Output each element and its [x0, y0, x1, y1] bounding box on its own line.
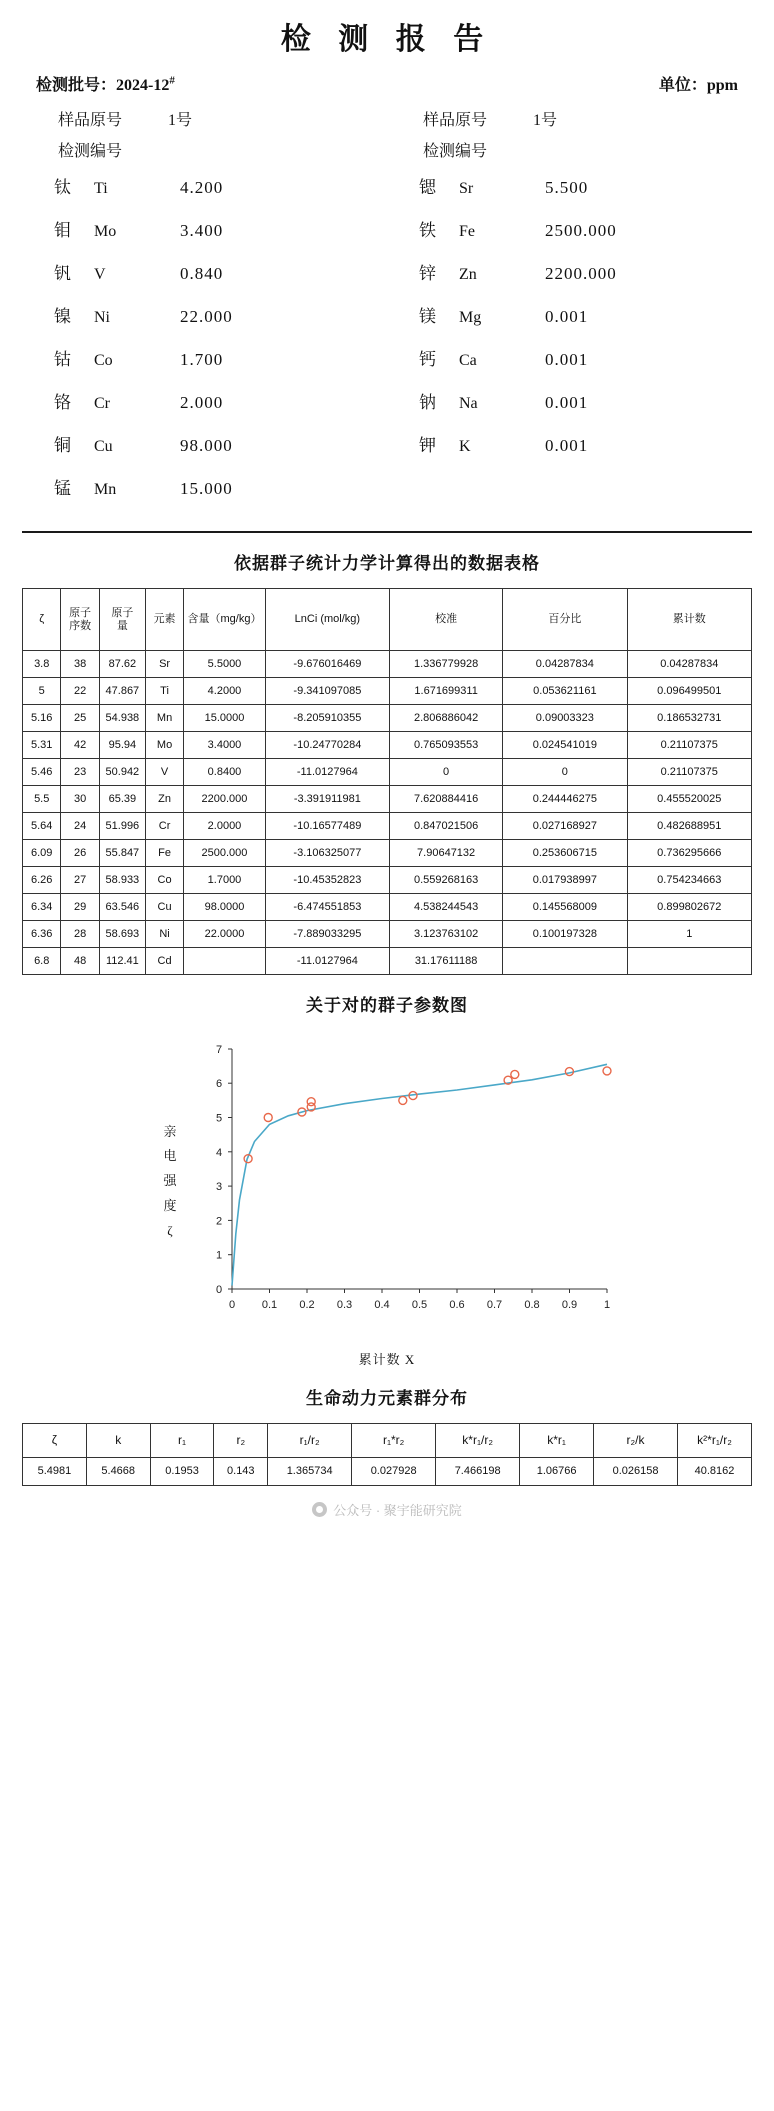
- batch-value: 2024-12: [116, 77, 170, 94]
- cell-atomic-weight: 58.693: [99, 921, 145, 948]
- svg-text:0.7: 0.7: [486, 1299, 503, 1311]
- cell-atomic-weight: 55.847: [99, 840, 145, 867]
- cell-calibration: 7.620884416: [390, 786, 503, 813]
- watermark-icon: [312, 1502, 327, 1517]
- chart-y-axis-label: 亲 电 强 度 ζ: [163, 1123, 177, 1238]
- unit-value: ppm: [706, 77, 738, 94]
- svg-text:4: 4: [215, 1146, 223, 1159]
- cell-lnci: -7.889033295: [265, 921, 389, 948]
- cell-r1-over-r2: 1.365734: [268, 1458, 352, 1486]
- cell-zeta: 6.34: [23, 894, 61, 921]
- cell-cumulative: [627, 948, 751, 975]
- th-r2: r₂: [214, 1424, 268, 1458]
- th-content: 含量（mg/kg）: [184, 589, 265, 651]
- sample-origin-label-right: 样品原号: [423, 112, 488, 129]
- element-symbol: Mo: [94, 223, 117, 240]
- element-value: 2500.000: [545, 221, 617, 240]
- cell-calibration: 3.123763102: [390, 921, 503, 948]
- element-name-cn: 铜: [54, 436, 71, 455]
- cell-zeta: 6.8: [23, 948, 61, 975]
- cell-lnci: -9.341097085: [265, 678, 389, 705]
- cell-atomic-weight: 95.94: [99, 732, 145, 759]
- sample-origin-value-right: 1号: [533, 112, 558, 129]
- cell-atomic-number: 48: [61, 948, 99, 975]
- element-name-cn: 钴: [54, 350, 71, 369]
- element-name-cn: 钙: [419, 350, 436, 369]
- table-header-row: [23, 589, 752, 651]
- element-row: [22, 345, 387, 388]
- cell-lnci: -8.205910355: [265, 705, 389, 732]
- cell-content: 1.7000: [184, 867, 265, 894]
- svg-text:6: 6: [215, 1078, 223, 1091]
- cell-percent: 0.244446275: [503, 786, 627, 813]
- cell-atomic-number: 30: [61, 786, 99, 813]
- cell-content: 2500.000: [184, 840, 265, 867]
- sample-origin-value-left: 1号: [168, 112, 193, 129]
- cell-element: Ni: [145, 921, 183, 948]
- table-row: [23, 921, 752, 948]
- cell-atomic-number: 29: [61, 894, 99, 921]
- element-name-cn: 锰: [54, 479, 71, 498]
- cell-zeta: 5.31: [23, 732, 61, 759]
- chart-x-axis-label: 累计数 X: [358, 1352, 416, 1367]
- element-row: [22, 474, 387, 517]
- life-elements-table: [22, 1423, 752, 1486]
- element-row: [22, 388, 387, 431]
- cell-percent: 0.027168927: [503, 813, 627, 840]
- unit-label: 单位：: [658, 77, 707, 94]
- cell-cumulative: 0.21107375: [627, 732, 751, 759]
- cell-atomic-weight: 65.39: [99, 786, 145, 813]
- cell-zeta: 3.8: [23, 651, 61, 678]
- cell-zeta: 6.36: [23, 921, 61, 948]
- svg-text:0.6: 0.6: [449, 1299, 465, 1311]
- table-row: [23, 705, 752, 732]
- table-row: [23, 678, 752, 705]
- watermark-text: 公众号 · 聚宇能研究院: [333, 1503, 462, 1519]
- cell-lnci: -10.24770284: [265, 732, 389, 759]
- svg-text:0: 0: [228, 1299, 236, 1311]
- cell-r1-times-r2: 0.027928: [352, 1458, 436, 1486]
- cell-atomic-weight: 51.996: [99, 813, 145, 840]
- cell-atomic-number: 27: [61, 867, 99, 894]
- svg-text:0.5: 0.5: [411, 1299, 428, 1311]
- cell-zeta: 5.64: [23, 813, 61, 840]
- element-symbol: Zn: [459, 266, 477, 283]
- svg-text:0.2: 0.2: [299, 1299, 315, 1311]
- th-percent: 百分比: [503, 589, 627, 651]
- svg-text:3: 3: [215, 1181, 223, 1194]
- cell-content: 2200.000: [184, 786, 265, 813]
- element-name-cn: 钛: [54, 178, 71, 197]
- element-symbol: Cr: [94, 395, 110, 412]
- table-row: [23, 732, 752, 759]
- cell-cumulative: 0.899802672: [627, 894, 751, 921]
- cell-content: 15.0000: [184, 705, 265, 732]
- th-r1-over-r2: r₁/r₂: [268, 1424, 352, 1458]
- element-symbol: Co: [94, 352, 113, 369]
- cell-content: [184, 948, 265, 975]
- element-value: 0.001: [545, 350, 589, 369]
- element-value: 0.001: [545, 307, 589, 326]
- cell-zeta: 6.09: [23, 840, 61, 867]
- element-value: 0.840: [180, 264, 224, 283]
- batch-label: 检测批号：: [36, 77, 117, 94]
- th-zeta: ζ: [23, 589, 61, 651]
- chart-title: 关于对的群子参数图: [306, 996, 468, 1015]
- cell-content: 4.2000: [184, 678, 265, 705]
- cell-calibration: 31.17611188: [390, 948, 503, 975]
- cell-element: Cu: [145, 894, 183, 921]
- th-r1: r₁: [150, 1424, 214, 1458]
- element-symbol: Ti: [94, 180, 108, 197]
- th-k: k: [86, 1424, 150, 1458]
- cell-calibration: 1.336779928: [390, 651, 503, 678]
- element-symbol: Ni: [94, 309, 110, 326]
- element-symbol: Mn: [94, 481, 117, 498]
- chart-container: [22, 1030, 752, 1339]
- element-name-cn: 钠: [419, 393, 436, 412]
- cell-content: 3.4000: [184, 732, 265, 759]
- cell-calibration: 0.765093553: [390, 732, 503, 759]
- th-calibration: 校准: [390, 589, 503, 651]
- svg-text:1: 1: [603, 1299, 611, 1311]
- cell-lnci: -11.0127964: [265, 759, 389, 786]
- cell-cumulative: 0.186532731: [627, 705, 751, 732]
- statistics-table: [22, 588, 752, 975]
- cell-element: Mn: [145, 705, 183, 732]
- cell-atomic-number: 38: [61, 651, 99, 678]
- sample-origin-label-left: 样品原号: [58, 112, 123, 129]
- sample-code-label-right: 检测编号: [423, 143, 488, 160]
- element-row: [387, 173, 752, 216]
- cell-atomic-weight: 63.546: [99, 894, 145, 921]
- cell-atomic-number: 24: [61, 813, 99, 840]
- element-symbol: Cu: [94, 438, 113, 455]
- cell-cumulative: 0.21107375: [627, 759, 751, 786]
- element-results: [22, 173, 752, 525]
- element-name-cn: 钒: [54, 264, 71, 283]
- cell-calibration: 7.90647132: [390, 840, 503, 867]
- batch-number: [36, 72, 175, 95]
- cell-percent: 0.253606715: [503, 840, 627, 867]
- cell-zeta: 5: [23, 678, 61, 705]
- sample-origin-row: [22, 105, 752, 130]
- cell-lnci: -10.16577489: [265, 813, 389, 840]
- element-symbol: Fe: [459, 223, 475, 240]
- element-column-left: [22, 173, 387, 517]
- cell-percent: 0.04287834: [503, 651, 627, 678]
- cell-atomic-weight: 54.938: [99, 705, 145, 732]
- element-symbol: Na: [459, 395, 478, 412]
- cell-atomic-number: 26: [61, 840, 99, 867]
- svg-text:0.1: 0.1: [261, 1299, 278, 1311]
- cell-percent: 0.053621161: [503, 678, 627, 705]
- cell-lnci: -11.0127964: [265, 948, 389, 975]
- cell-content: 98.0000: [184, 894, 265, 921]
- th-r1-times-r2: r₁*r₂: [352, 1424, 436, 1458]
- element-name-cn: 钾: [419, 436, 436, 455]
- svg-text:0: 0: [215, 1284, 223, 1296]
- cell-element: Sr: [145, 651, 183, 678]
- cell-content: 0.8400: [184, 759, 265, 786]
- cell-r2: 0.143: [214, 1458, 268, 1486]
- svg-text:0.3: 0.3: [336, 1299, 353, 1311]
- svg-text:0.4: 0.4: [374, 1299, 390, 1311]
- cell-lnci: -9.676016469: [265, 651, 389, 678]
- element-symbol: K: [459, 438, 471, 455]
- element-value: 98.000: [180, 436, 233, 455]
- table-row: [23, 651, 752, 678]
- cell-zeta: 5.16: [23, 705, 61, 732]
- cell-cumulative: 0.736295666: [627, 840, 751, 867]
- svg-text:5: 5: [215, 1112, 223, 1125]
- cell-lnci: -6.474551853: [265, 894, 389, 921]
- cell-k-r1: 1.06766: [520, 1458, 594, 1486]
- statistics-table-body: [23, 651, 752, 975]
- element-row: [387, 388, 752, 431]
- element-value: 1.700: [180, 350, 224, 369]
- th-element: 元素: [145, 589, 183, 651]
- cell-percent: [503, 948, 627, 975]
- sample-code-label-left: 检测编号: [58, 143, 123, 160]
- cell-lnci: -3.106325077: [265, 840, 389, 867]
- element-column-right: [387, 173, 752, 517]
- svg-text:0.8: 0.8: [524, 1299, 540, 1311]
- svg-text:7: 7: [215, 1044, 223, 1056]
- element-name-cn: 铬: [54, 393, 71, 412]
- th-atomic-number: 原子序数: [61, 589, 99, 651]
- cell-cumulative: 0.482688951: [627, 813, 751, 840]
- cell-percent: 0: [503, 759, 627, 786]
- cell-element: Cd: [145, 948, 183, 975]
- cell-cumulative: 0.455520025: [627, 786, 751, 813]
- sample-origin-right: [387, 107, 752, 130]
- cell-element: Zn: [145, 786, 183, 813]
- cell-zeta: 5.4981: [23, 1458, 87, 1486]
- cell-content: 5.5000: [184, 651, 265, 678]
- cell-lnci: -10.45352823: [265, 867, 389, 894]
- element-symbol: Ca: [459, 352, 477, 369]
- cell-k2-r1-over-r2: 40.8162: [678, 1458, 752, 1486]
- th-atomic-weight: 原子量: [99, 589, 145, 651]
- cell-atomic-weight: 50.942: [99, 759, 145, 786]
- bottom-table-row: [23, 1458, 752, 1486]
- sample-code-row: [22, 136, 752, 161]
- cell-cumulative: 0.096499501: [627, 678, 751, 705]
- batch-sup: #: [169, 74, 175, 87]
- sample-code-right: [387, 138, 752, 161]
- element-row: [387, 259, 752, 302]
- cell-atomic-weight: 87.62: [99, 651, 145, 678]
- sample-code-left: [22, 138, 387, 161]
- batch-unit-row: [22, 68, 752, 105]
- cell-calibration: 0.847021506: [390, 813, 503, 840]
- cell-calibration: 4.538244543: [390, 894, 503, 921]
- cell-k-r1-over-r2: 7.466198: [436, 1458, 520, 1486]
- element-value: 22.000: [180, 307, 233, 326]
- cell-element: Co: [145, 867, 183, 894]
- element-row: [22, 431, 387, 474]
- unit-info: [659, 72, 738, 95]
- bottom-table-title: 生命动力元素群分布: [306, 1389, 468, 1408]
- element-symbol: Mg: [459, 309, 482, 326]
- cell-zeta: 5.5: [23, 786, 61, 813]
- element-value: 4.200: [180, 178, 224, 197]
- cell-atomic-number: 22: [61, 678, 99, 705]
- element-name-cn: 钼: [54, 221, 71, 240]
- cell-calibration: 1.671699311: [390, 678, 503, 705]
- cell-element: Ti: [145, 678, 183, 705]
- svg-text:1: 1: [215, 1249, 223, 1262]
- th-r2-over-k: r₂/k: [594, 1424, 678, 1458]
- element-symbol: V: [94, 266, 106, 283]
- cell-content: 2.0000: [184, 813, 265, 840]
- element-value: 0.001: [545, 436, 589, 455]
- cell-atomic-number: 28: [61, 921, 99, 948]
- element-row: [22, 173, 387, 216]
- cell-atomic-weight: 112.41: [99, 948, 145, 975]
- element-value: 3.400: [180, 221, 224, 240]
- element-name-cn: 镁: [419, 307, 436, 326]
- th-zeta: ζ: [23, 1424, 87, 1458]
- element-value: 2.000: [180, 393, 224, 412]
- watermark: [22, 1486, 752, 1525]
- cell-percent: 0.09003323: [503, 705, 627, 732]
- cell-calibration: 2.806886042: [390, 705, 503, 732]
- cell-percent: 0.145568009: [503, 894, 627, 921]
- element-value: 2200.000: [545, 264, 617, 283]
- cell-k: 5.4668: [86, 1458, 150, 1486]
- cell-atomic-weight: 58.933: [99, 867, 145, 894]
- cell-calibration: 0.559268163: [390, 867, 503, 894]
- chart-plot: [187, 1034, 617, 1339]
- cell-cumulative: 0.754234663: [627, 867, 751, 894]
- table-row: [23, 813, 752, 840]
- element-value: 5.500: [545, 178, 589, 197]
- cell-zeta: 6.26: [23, 867, 61, 894]
- element-symbol: Sr: [459, 180, 474, 197]
- th-k-r1: k*r₁: [520, 1424, 594, 1458]
- element-name-cn: 锌: [419, 264, 436, 283]
- sample-origin-left: [22, 107, 387, 130]
- table-row: [23, 840, 752, 867]
- bottom-header-row: [23, 1424, 752, 1458]
- svg-text:2: 2: [215, 1215, 223, 1228]
- cell-r1: 0.1953: [150, 1458, 214, 1486]
- cell-atomic-weight: 47.867: [99, 678, 145, 705]
- cell-cumulative: 1: [627, 921, 751, 948]
- cell-element: Fe: [145, 840, 183, 867]
- cell-r2-over-k: 0.026158: [594, 1458, 678, 1486]
- element-row: [387, 431, 752, 474]
- cell-percent: 0.024541019: [503, 732, 627, 759]
- element-name-cn: 锶: [419, 178, 436, 197]
- element-row: [22, 259, 387, 302]
- element-value: 15.000: [180, 479, 233, 498]
- cell-lnci: -3.391911981: [265, 786, 389, 813]
- table-row: [23, 894, 752, 921]
- cell-atomic-number: 25: [61, 705, 99, 732]
- scatter-chart-svg: [187, 1034, 617, 1334]
- cell-atomic-number: 23: [61, 759, 99, 786]
- svg-text:0.9: 0.9: [561, 1299, 578, 1311]
- element-name-cn: 铁: [419, 221, 436, 240]
- cell-element: Mo: [145, 732, 183, 759]
- element-name-cn: 镍: [54, 307, 71, 326]
- table-row: [23, 759, 752, 786]
- element-row: [387, 302, 752, 345]
- element-value: 0.001: [545, 393, 589, 412]
- element-row: [22, 216, 387, 259]
- cell-atomic-number: 42: [61, 732, 99, 759]
- element-row: [22, 302, 387, 345]
- table-row: [23, 948, 752, 975]
- table-row: [23, 867, 752, 894]
- element-row: [387, 345, 752, 388]
- page-title: 检 测 报 告: [280, 23, 494, 56]
- th-cumulative: 累计数: [627, 589, 751, 651]
- th-k2-r1-over-r2: k²*r₁/r₂: [678, 1424, 752, 1458]
- cell-zeta: 5.46: [23, 759, 61, 786]
- table-row: [23, 786, 752, 813]
- cell-content: 22.0000: [184, 921, 265, 948]
- cell-cumulative: 0.04287834: [627, 651, 751, 678]
- element-row: [387, 474, 752, 517]
- th-k-r1-over-r2: k*r₁/r₂: [436, 1424, 520, 1458]
- cell-element: Cr: [145, 813, 183, 840]
- data-table-title: 依据群子统计力学计算得出的数据表格: [234, 554, 540, 573]
- cell-percent: 0.100197328: [503, 921, 627, 948]
- th-lnci: LnCi (mol/kg): [265, 589, 389, 651]
- element-row: [387, 216, 752, 259]
- cell-percent: 0.017938997: [503, 867, 627, 894]
- cell-calibration: 0: [390, 759, 503, 786]
- cell-element: V: [145, 759, 183, 786]
